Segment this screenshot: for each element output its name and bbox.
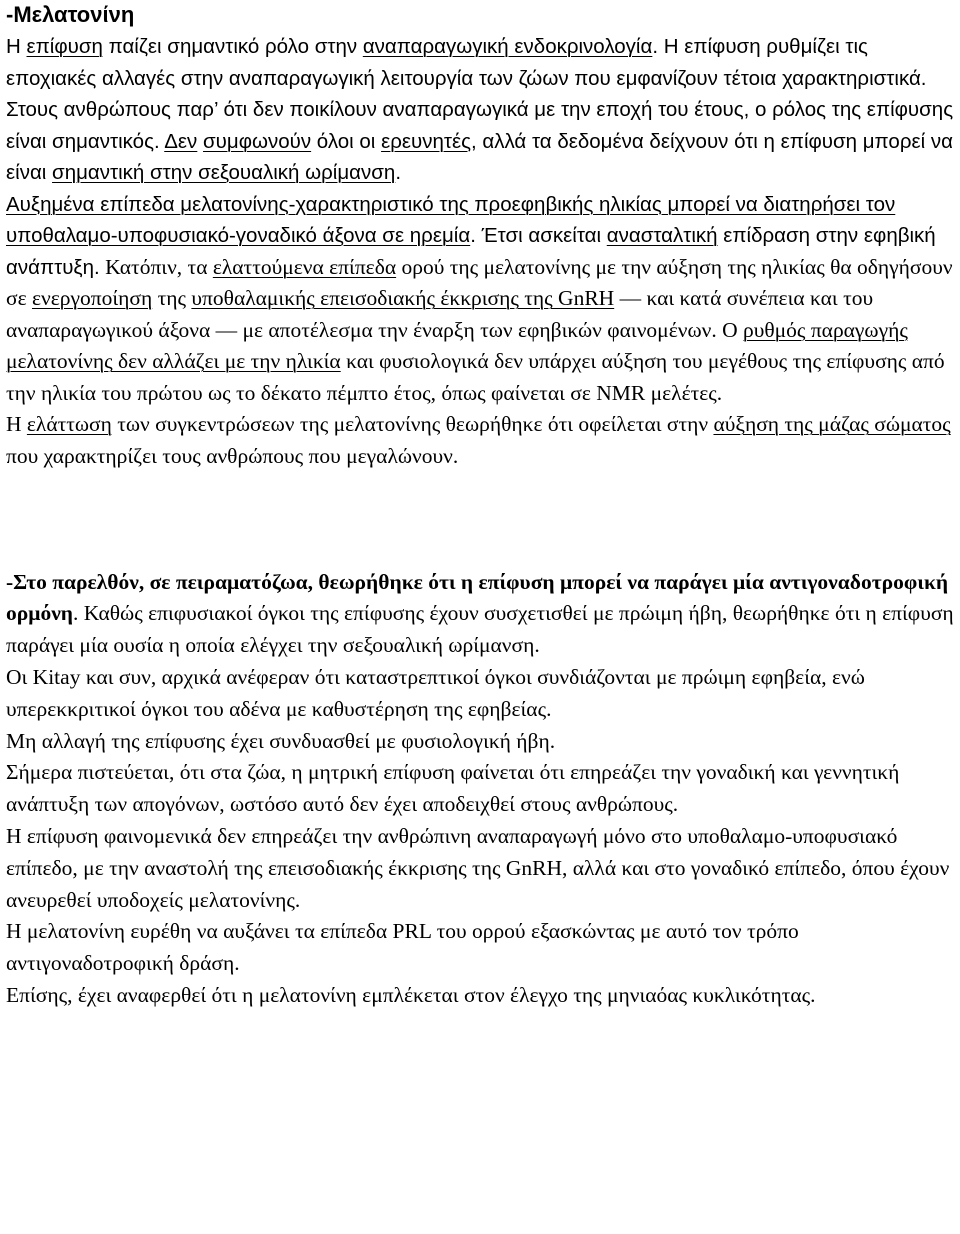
text-run: . Η επίφυση ρυθμίζει τις εποχιακές αλλαγές στην αναπαραγωγική λειτουργία των ζώων που εμφανίζουν τέτοια χαρακτηριστικά. Στους ανθρώπους παρ’ ότι δεν ποικίλουν αναπαραγωγικά με την εποχή του έτους, ο ρόλος της επίφυσης είναι σημαντικός. — [6, 35, 954, 153]
text-run: ορού της μελατονίνης με την αύξηση της ηλικίας θα οδηγήσουν σε — [6, 254, 953, 310]
text-run: των συγκεντρώσεων της μελατονίνης θεωρήθηκε ότι οφείλεται στην — [111, 412, 714, 436]
paragraph-melatonin-levels-serif — [6, 255, 953, 405]
text-run: της — [152, 286, 192, 310]
text-run: παίζει σημαντικό ρόλο στην — [102, 35, 363, 58]
paragraph-pineal-role — [6, 31, 954, 189]
paragraph-prl: Η μελατονίνη ευρέθη να αυξάνει τα επίπεδα PRL του ορρού εξασκώντας με αυτό τον τρόπο αντιγοναδοτροφική δράση. — [6, 919, 799, 976]
paragraph-gonadal-level: Η επίφυση φαινομενικά δεν επηρεάζει την ανθρώπινη αναπαραγωγή μόνο στο υποθαλαμο-υποφυσιακό επίπεδο, με την αναστολή της επεισοδιακής έκκρισης της GnRH, αλλά και στο γοναδικό επίπεδο, όπου έχουν ανευρεθεί υποδοχείς μελατονίνης. — [6, 823, 950, 912]
text-run: και φυσιολογικά δεν υπάρχει αύξηση του μεγέθους της επίφυσης από την ηλικία του πρώτου ως το δέκατο πέμπτο έτος, όπως φαίνεται σε NMR μελέτες. — [6, 349, 945, 405]
text-run: Κατόπιν, τα — [99, 254, 213, 279]
underlined-text: σημαντική στην σεξουαλική ωρίμανση — [52, 161, 396, 184]
underlined-text: ρυθμός παραγωγής μελατονίνης δεν αλλάζει με την ηλικία — [6, 317, 908, 373]
text-run: Η — [6, 35, 27, 58]
paragraph-melatonin-puberty — [6, 189, 954, 410]
text-run: που χαρακτηρίζει τους ανθρώπους που μεγαλώνουν. — [6, 443, 459, 468]
underlined-text: ενεργοποίηση — [32, 286, 153, 310]
text-run: , αλλά τα δεδομένα δείχνουν ότι η επίφυση μπορεί να είναι — [6, 129, 953, 184]
underlined-text: ελαττούμενα επίπεδα — [212, 254, 397, 279]
lead-statement-rest: . Καθώς επιφυσιακοί όγκοι της επίφυσης έχουν συσχετισθεί με πρώιμη ήβη, θεωρήθηκε ότι η επίφυση παράγει μία ουσία η οποία ελέγχει την σεξουαλική ωρίμανση. — [6, 601, 954, 658]
paragraph-maternal-pineal: Σήμερα πιστεύεται, ότι στα ζώα, η μητρική επίφυση φαίνεται ότι επηρεάζει την γοναδική και γεννητική ανάπτυξη των απογόνων, ωστόσο αυτό δεν έχει αποδειχθεί στους ανθρώπους. — [6, 760, 900, 817]
lead-statement: -Στο παρελθόν, σε πειραματόζωα, θεωρήθηκε ότι η επίφυση μπορεί να παράγει μία αντιγοναδοτροφική ορμόνη — [6, 569, 949, 626]
paragraph-menstrual-cycle: Επίσης, έχει αναφερθεί ότι η μελατονίνη εμπλέκεται στον έλεγχο της μηνιαόας κυκλικότητας. — [6, 982, 816, 1007]
paragraph-antigonadotropic-lead — [6, 567, 954, 662]
text-run: επίδραση στην εφηβική ανάπτυξη. — [6, 224, 936, 279]
section-melatonin-body-serif — [6, 409, 954, 473]
underlined-text: Αυξημένα επίπεδα μελατονίνης-χαρακτηριστικό της προεφηβικής ηλικίας μπορεί να διατηρήσει τον υποθαλαμο-υποφυσιακό-γοναδικό άξονα σε ηρεμία — [6, 192, 896, 247]
paragraph-melatonin-decline — [6, 409, 954, 473]
underlined-text: αύξηση της μάζας σώματος — [713, 412, 951, 436]
underlined-text: επίφυση — [26, 35, 103, 58]
text-run: . Έτσι ασκείται — [470, 224, 607, 247]
text-run: . — [395, 161, 402, 184]
underlined-text: ανασταλτική — [606, 224, 718, 247]
paragraph-no-change: Μη αλλαγή της επίφυσης έχει συνδυασθεί με φυσιολογική ήβη. — [6, 728, 556, 753]
spacer — [6, 473, 954, 567]
section-antigonadotropic — [6, 567, 954, 1012]
text-run: — και κατά συνέπεια και του αναπαραγωγικού άξονα — με αποτέλεσμα την έναρξη των εφηβικών φαινομένων. Ο — [6, 286, 874, 342]
text-run: Η — [6, 412, 27, 436]
text-run: όλοι οι — [311, 129, 382, 153]
section-melatonin-body — [6, 31, 954, 409]
underlined-text: Δεν — [164, 129, 198, 153]
underlined-text: συμφωνούν — [203, 129, 312, 153]
paragraph-kitay: Οι Kitay και συν, αρχικά ανέφεραν ότι καταστρεπτικοί όγκοι συνδιάζονται με πρώιμη εφηβεία, ενώ υπερεκκριτικοί όγκοι του αδένα με καθυστέρηση της εφηβείας. — [6, 664, 865, 721]
underlined-text: ελάττωση — [26, 412, 112, 436]
section-title-melatonin: -Μελατονίνη — [6, 2, 135, 27]
underlined-text: αναπαραγωγική ενδοκρινολογία — [362, 35, 653, 58]
underlined-text: υποθαλαμικής επεισοδιακής έκκρισης της GnRH — [191, 286, 615, 310]
underlined-text: ερευνητές — [381, 129, 471, 153]
